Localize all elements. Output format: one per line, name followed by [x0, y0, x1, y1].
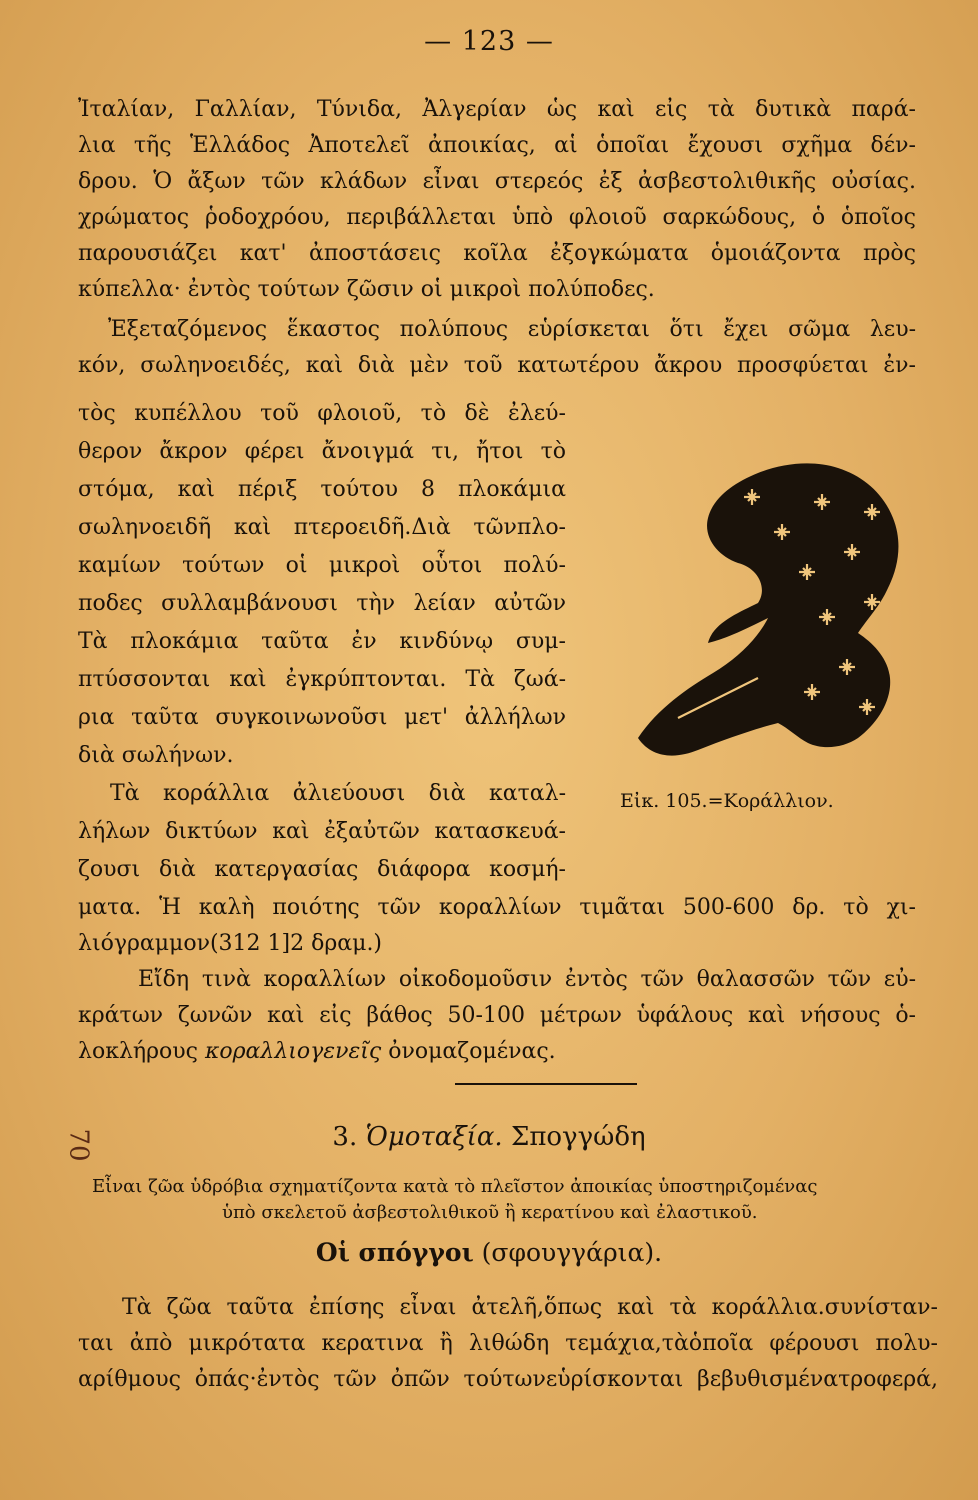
section-class: Ὁμοταξία. [365, 1122, 503, 1152]
text-span: λοκλήρους [78, 1039, 198, 1064]
section-number: 3. [332, 1122, 358, 1152]
text-line: ποδες συλλαμβάνουσι τὴν λείαν αὐτῶν [78, 591, 566, 616]
text-span: ὀνομαζομένας. [388, 1039, 556, 1064]
text-line: Τὰ κοράλλια ἀλιεύουσι διὰ καταλ- [110, 781, 566, 806]
subsection-title: Οἱ σπόγγοι [315, 1238, 474, 1267]
text-line: κόν, σωληνοειδές, καὶ διὰ μὲν τοῦ κατωτέρου ἄκρου προσφύεται ἐν- [78, 353, 916, 378]
page-number: — 123 — [424, 26, 554, 57]
text-line: Τὰ ζῶα ταῦτα ἐπίσης εἶναι ἀτελῆ,ὅπως καὶ τὰ κοράλλια.συνίσταν- [122, 1295, 938, 1320]
italic-term: κοραλλιογενεῖς [204, 1039, 382, 1064]
text-line: τὸς κυπέλλου τοῦ φλοιοῦ, τὸ δὲ ἐλεύ- [78, 401, 566, 426]
text-line: Εἴδη τινὰ κοραλλίων οἰκοδομοῦσιν ἐντὸς τῶν θαλασσῶν τῶν εὐ- [138, 967, 916, 992]
text-line: διὰ σωλήνων. [78, 743, 234, 768]
text-line: καμίων τούτων οἱ μικροὶ οὗτοι πολύ- [78, 553, 566, 578]
section-heading [0, 1122, 978, 1152]
text-line: δρου. Ὁ ἄξων τῶν κλάδων εἶναι στερεός ἐξ ἀσβεστολιθικῆς οὐσίας. [78, 169, 916, 194]
text-line: λήλων δικτύων καὶ ἐξαὐτῶν κατασκευά- [78, 819, 566, 844]
text-line: στόμα, καὶ πέριξ τούτου 8 πλοκάμια [78, 477, 566, 502]
handwritten-margin-note: 70 [63, 1128, 94, 1162]
text-line: σωληνοειδῆ καὶ πτεροειδῆ.Διὰ τῶνπλο- [78, 515, 566, 540]
text-line: χρώματος ῥοδοχρόου, περιβάλλεται ὑπὸ φλοιοῦ σαρκώδους, ὁ ὁποῖος [78, 205, 916, 230]
subsection-heading [0, 1238, 978, 1267]
text-line: πτύσσονται καὶ ἐγκρύπτονται. Τὰ ζωά- [78, 667, 566, 692]
text-line: ται ἀπὸ μικρότατα κερατινα ἢ λιθώδη τεμάχια,τὰὁποῖα φέρουσι πολυ- [78, 1331, 938, 1356]
text-line: Ἰταλίαν, Γαλλίαν, Τύνιδα, Ἀλγερίαν ὡς καὶ εἰς τὰ δυτικὰ παρά- [78, 97, 916, 122]
text-line: λια τῆς Ἑλλάδος Ἀποτελεῖ ἀποικίας, αἱ ὁποῖαι ἔχουσι σχῆμα δέν- [78, 133, 916, 158]
text-line: αρίθμους ὀπάς·ἐντὸς τῶν ὀπῶν τούτωνεὑρίσκονται βεβυθισμένατροφερά, [78, 1367, 938, 1392]
text-line: ματα. Ἡ καλὴ ποιότης τῶν κοραλλίων τιμᾶται 500-600 δρ. τὸ χι- [78, 895, 916, 920]
text-line: ζουσι διὰ κατεργασίας διάφορα κοσμή- [78, 857, 566, 882]
text-line: λιόγραμμον(312 1]2 δραμ.) [78, 931, 383, 956]
text-line [78, 1034, 556, 1070]
text-line: κύπελλα· ἐντὸς τούτων ζῶσιν οἱ μικροὶ πολύποδες. [78, 277, 655, 302]
text-line: ρια ταῦτα συγκοινωνοῦσι μετ' ἀλλήλων [78, 705, 566, 730]
section-title: Σπογγώδη [510, 1122, 646, 1152]
text-line: θερον ἄκρον φέρει ἄνοιγμά τι, ἤτοι τὸ [78, 439, 566, 464]
subsection-gloss: (σφουγγάρια). [481, 1238, 663, 1267]
text-line: παρουσιάζει κατ' ἀποστάσεις κοῖλα ἐξογκώματα ὁμοιάζοντα πρὸς [78, 241, 916, 266]
figure-caption: Εἰκ. 105.=Κοράλλιον. [620, 790, 834, 812]
text-line: κράτων ζωνῶν καὶ εἰς βάθος 50-100 μέτρων ὑφάλους καὶ νήσους ὁ- [78, 1003, 916, 1028]
section-description: ὑπὸ σκελετοῦ ἀσβεστολιθικοῦ ἢ κερατίνου καὶ ἐλαστικοῦ. [222, 1202, 758, 1223]
text-line: Τὰ πλοκάμια ταῦτα ἐν κινδύνῳ συμ- [78, 629, 566, 654]
text-line: Ἐξεταζόμενος ἕκαστος πολύπους εὑρίσκεται ὅτι ἔχει σῶμα λευ- [108, 317, 916, 342]
coral-illustration [618, 438, 918, 776]
section-divider [455, 1083, 637, 1085]
section-description: Εἶναι ζῶα ὑδρόβια σχηματίζοντα κατὰ τὸ πλεῖστον ἀποικίας ὑποστηριζομένας [92, 1176, 818, 1197]
